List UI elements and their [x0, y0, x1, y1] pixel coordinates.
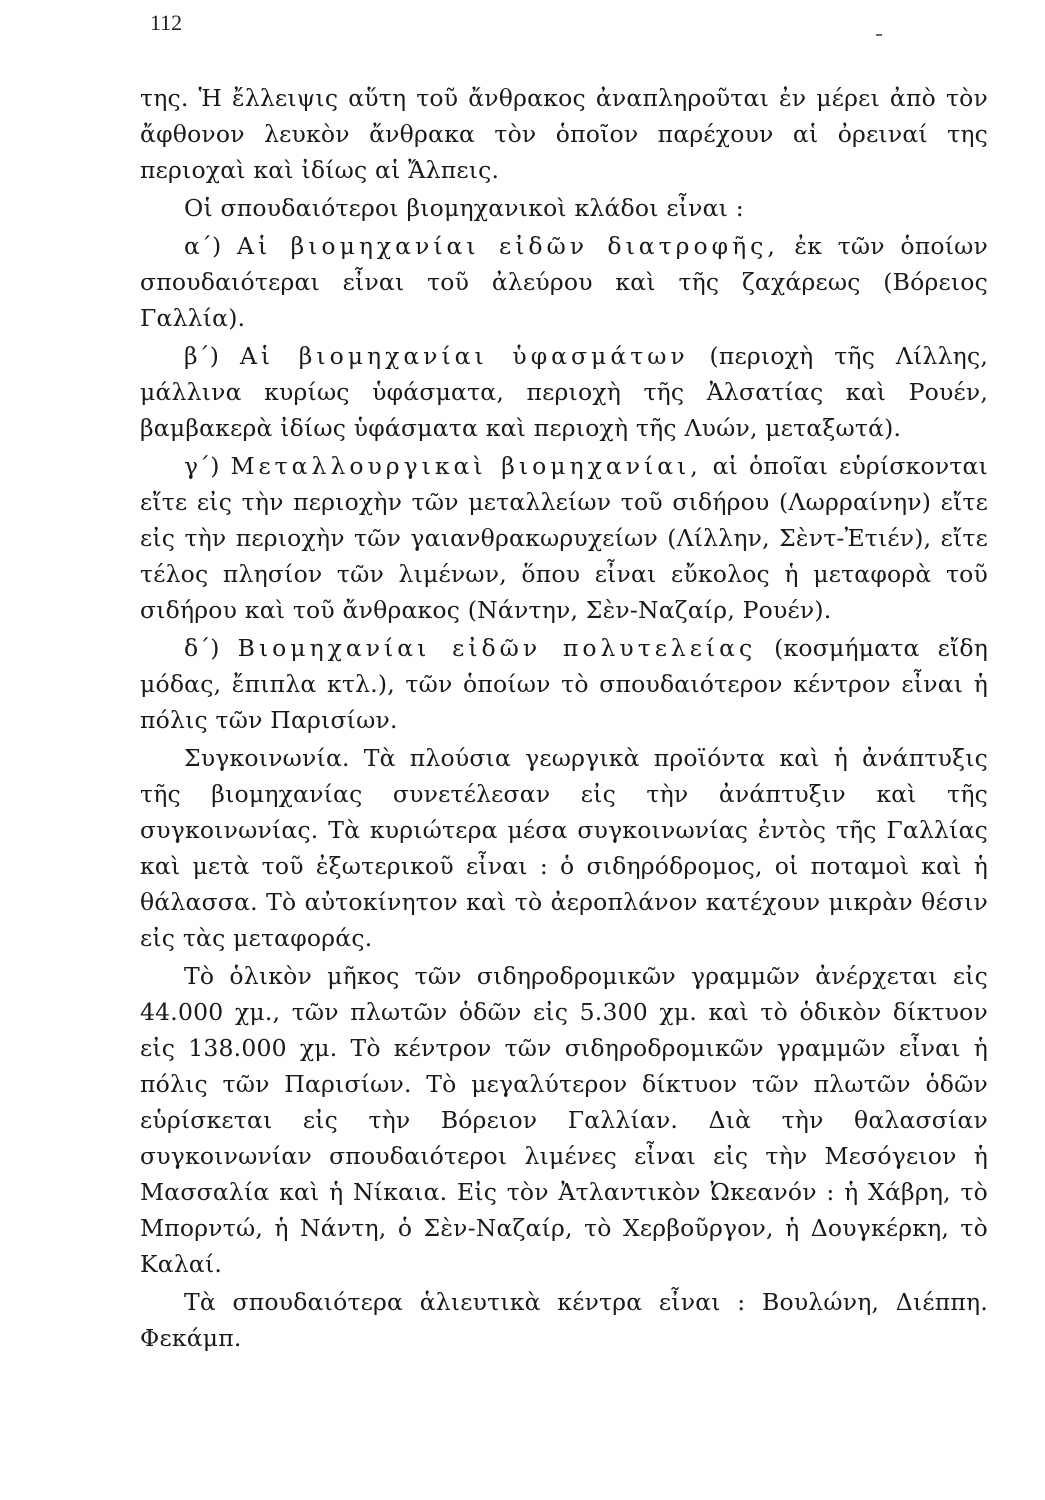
paragraph-text: (περιοχὴ τῆς Λίλλης, μάλλινα κυρίως ὑφάσματα, περιοχὴ τῆς Ἀλσατίας καὶ Ρουέν, βαμβακερὰ ἰδίως ὑφάσματα καὶ περιοχὴ τῆς Λυών, μεταξωτά).	[140, 342, 988, 442]
spaced-heading: Αἱ βιομηχανίαι εἰδῶν διατροφῆς,	[237, 232, 779, 260]
paragraph-networks: Τὸ ὁλικὸν μῆκος τῶν σιδηροδρομικῶν γραμμῶν ἀνέρχεται εἰς 44.000 χμ., τῶν πλωτῶν ὁδῶν εἰς 5.300 χμ. καὶ τὸ ὁδικὸν δίκτυον εἰς 138.000 χμ. Τὸ κέντρον τῶν σιδηροδρομικῶν γραμμῶν εἶναι ἡ πόλις τῶν Παρισίων. Τὸ μεγαλύτερον δίκτυον τῶν πλωτῶν ὁδῶν εὑρίσκεται εἰς τὴν Βόρειον Γαλλίαν. Διὰ τὴν θαλασσίαν συγκοινωνίαν σπουδαιότεροι λιμένες εἶναι εἰς τὴν Μεσόγειον ἡ Μασσαλία καὶ ἡ Νίκαια. Εἰς τὸν Ἀτλαντικὸν Ὠκεανόν : ἡ Χάβρη, τὸ Μπορντώ, ἡ Νάντη, ὁ Σὲν-Ναζαίρ, τὸ Χερβοῦργον, ἡ Δουγκέρκη, τὸ Καλαί.	[140, 962, 988, 1278]
spaced-heading: Αἱ βιομηχανίαι ὑφασμάτων	[239, 342, 689, 370]
paragraph-communication	[140, 740, 988, 956]
paragraph-text: ἐκ τῶν ὁποίων σπουδαιότεραι εἶναι τοῦ ἀλεύρου καὶ τῆς ζαχάρεως (Βόρειος Γαλλία).	[140, 232, 988, 332]
paragraph-text: αἱ ὁποῖαι εὑρίσκονται εἴτε εἰς τὴν περιοχὴν τῶν μεταλλείων τοῦ σιδήρου (Λωρραίνην) εἴτε εἰς τὴν περιοχὴν τῶν γαιανθρακωρυχείων (Λίλλην, Σὲντ-Ἐτιέν), εἴτε τέλος πλησίον τῶν λιμένων, ὅπου εἶναι εὔκολος ἡ μεταφορὰ τοῦ σιδήρου καὶ τοῦ ἄνθρακος (Νάντην, Σὲν-Ναζαίρ, Ρουέν).	[140, 452, 989, 624]
item-label: γ΄)	[184, 452, 231, 480]
paragraph-continuation: της. Ἡ ἔλλειψις αὕτη τοῦ ἄνθρακος ἀναπληροῦται ἐν μέρει ἀπὸ τὸν ἄφθονον λευκὸν ἄνθρακα τὸν ὁποῖον παρέχουν αἱ ὀρειναί της περιοχαὶ καὶ ἰδίως αἱ Ἄλπεις.	[140, 84, 988, 184]
paragraph-fishing-centers: Τὰ σπουδαιότερα ἁλιευτικὰ κέντρα εἶναι : Βουλώνη, Διέππη. Φεκάμπ.	[140, 1288, 988, 1352]
page-body	[140, 80, 988, 1358]
item-label: α΄)	[184, 232, 238, 260]
item-label: δ΄)	[184, 634, 238, 662]
paragraph-luxury-industry	[140, 630, 988, 738]
paragraph-metallurgy-industry	[140, 448, 988, 628]
item-label: β΄)	[184, 342, 240, 370]
paragraph-text: Τὰ πλούσια γεωργικὰ προϊόντα καὶ ἡ ἀνάπτυξις τῆς βιομηχανίας συνετέλεσαν εἰς τὴν ἀνάπτυξιν καὶ τῆς συγκοινωνίας. Τὰ κυριώτερα μέσα συγκοινωνίας ἐντὸς τῆς Γαλλίας καὶ μετὰ τοῦ ἐξωτερικοῦ εἶναι : ὁ σιδηρόδρομος, οἱ ποταμοὶ καὶ ἡ θάλασσα. Τὸ αὐτοκίνητον καὶ τὸ ἀεροπλάνον κατέχουν μικρὰν θέσιν εἰς τὰς μεταφοράς.	[140, 744, 988, 952]
spaced-heading: Βιομηχανίαι εἰδῶν πολυτελείας	[237, 634, 757, 662]
paragraph-text: (κοσμήματα εἴδη μόδας, ἔπιπλα κτλ.), τῶν ὁποίων τὸ σπουδαιότερον κέντρον εἶναι ἡ πόλις τῶν Παρισίων.	[140, 634, 988, 734]
page-number: 112	[150, 10, 183, 35]
print-mark	[876, 34, 882, 36]
spaced-heading: Μεταλλουργικαὶ βιομηχανίαι,	[230, 452, 702, 480]
section-heading: Συγκοινωνία.	[184, 744, 350, 772]
paragraph-food-industry	[140, 228, 988, 336]
paragraph-textile-industry	[140, 338, 988, 446]
paragraph-industries-intro: Οἱ σπουδαιότεροι βιομηχανικοὶ κλάδοι εἶναι :	[184, 194, 744, 222]
